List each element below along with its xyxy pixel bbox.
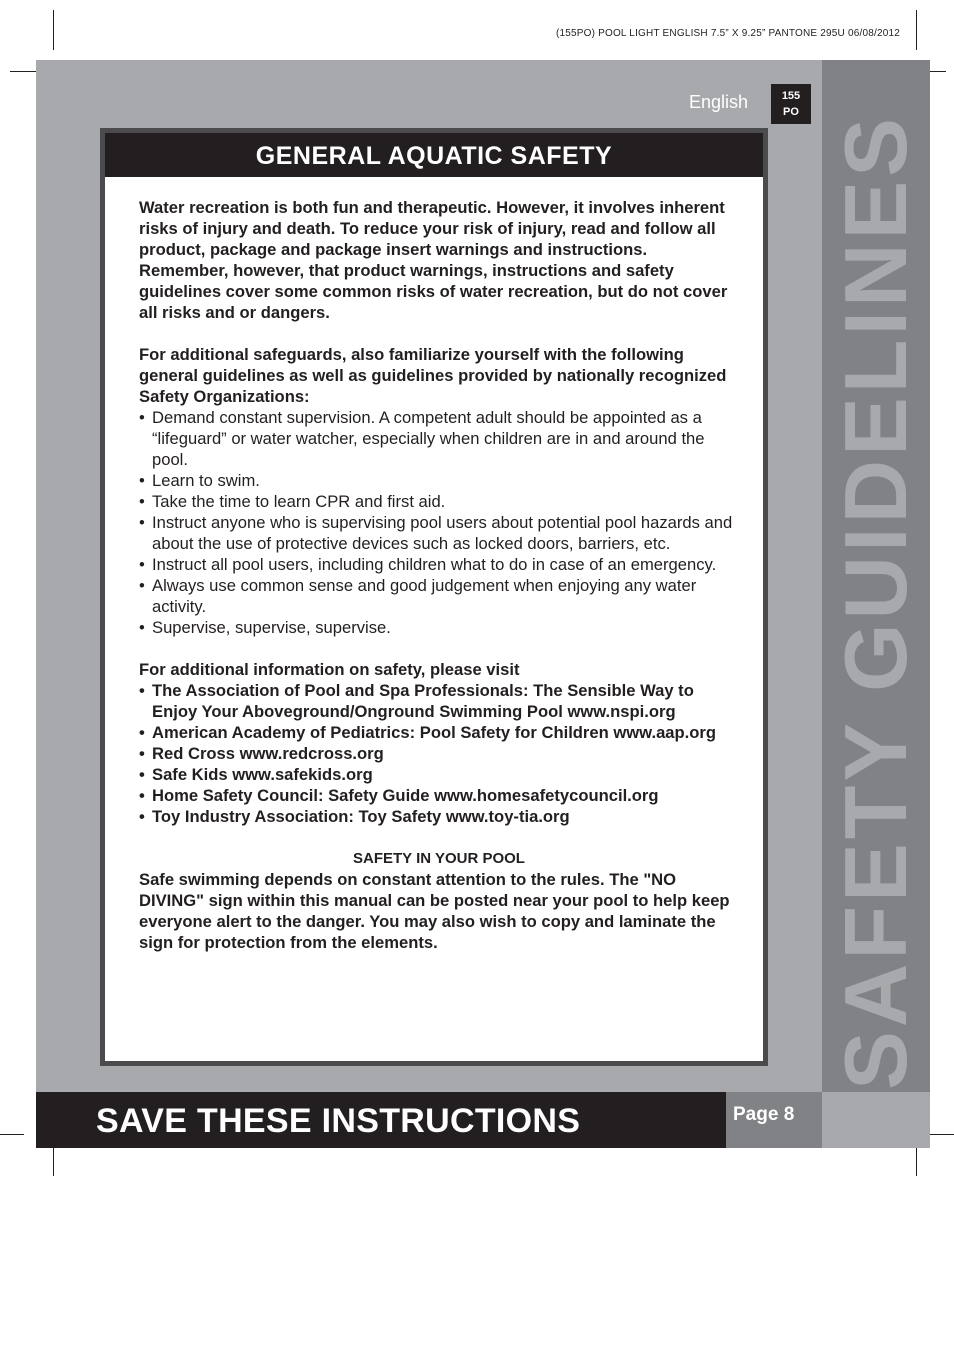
bullet-icon: • — [139, 723, 145, 742]
list-item: • Red Cross www.redcross.org — [139, 744, 384, 763]
list-item: • The Association of Pool and Spa Professionals: The Sensible Way to Enjoy Your Aboveground/Onground Swimming Pool www.nspi.org — [139, 681, 694, 721]
safeguards-heading: For additional safeguards, also familiarize yourself with the following general guidelines as well as guidelines provided by nationally recognized Safety Organizations: — [139, 345, 727, 406]
list-item: • Instruct all pool users, including children what to do in case of an emergency. — [139, 555, 717, 574]
print-info: (155PO) POOL LIGHT ENGLISH 7.5” X 9.25” PANTONE 295U 06/08/2012 — [555, 28, 900, 39]
resources-list — [139, 680, 739, 827]
page-number: Page 8 — [733, 1104, 795, 1125]
bullet-icon: • — [139, 765, 145, 784]
intro-paragraph: Water recreation is both fun and therapeutic. However, it involves inherent risks of injury and death. To reduce your risk of injury, read and follow all product, package and package insert warnings and instructions. Remember, however, that product warnings, instructions and safety guidelines cover some common risks of water recreation, but do not cover all risks and or dangers. — [139, 198, 728, 322]
bullet-icon: • — [139, 492, 145, 511]
bullet-icon: • — [139, 576, 145, 595]
info-heading: For additional information on safety, please visit — [139, 660, 520, 679]
panel-body — [139, 197, 739, 953]
crop-mark — [916, 10, 917, 50]
bullet-icon: • — [139, 786, 145, 805]
crop-mark — [53, 10, 54, 50]
crop-mark — [916, 1148, 917, 1176]
side-title: SAFETY GUIDELINES — [826, 114, 925, 1090]
list-item: • Safe Kids www.safekids.org — [139, 765, 373, 784]
crop-mark — [0, 1134, 24, 1135]
list-item: • Demand constant supervision. A competent adult should be appointed as a “lifeguard” or water watcher, especially when children are in and around the pool. — [139, 408, 705, 469]
model-code-line: 155 — [781, 90, 801, 102]
bullet-icon: • — [139, 471, 145, 490]
language-label: English — [689, 92, 749, 112]
bullet-icon: • — [139, 555, 145, 574]
list-item: • American Academy of Pediatrics: Pool Safety for Children www.aap.org — [139, 723, 717, 742]
bullet-icon: • — [139, 744, 145, 763]
list-item: • Home Safety Council: Safety Guide www.homesafetycouncil.org — [139, 786, 659, 805]
model-code-line: PO — [783, 106, 799, 118]
bullet-icon: • — [139, 807, 145, 826]
list-item: • Take the time to learn CPR and first aid. — [139, 492, 446, 511]
section-title: GENERAL AQUATIC SAFETY — [105, 133, 763, 177]
bullet-icon: • — [139, 408, 145, 427]
bullet-icon: • — [139, 513, 145, 532]
list-item: • Always use common sense and good judgement when enjoying any water activity. — [139, 576, 697, 616]
list-item: • Learn to swim. — [139, 471, 260, 490]
pool-paragraph: Safe swimming depends on constant attention to the rules. The "NO DIVING" sign within this manual can be posted near your pool to help keep everyone alert to the danger. You may also wish to copy and laminate the sign for protection from the elements. — [139, 870, 730, 952]
crop-mark — [53, 1148, 54, 1176]
bullet-icon: • — [139, 681, 145, 700]
list-item: • Supervise, supervise, supervise. — [139, 618, 391, 637]
list-item: • Toy Industry Association: Toy Safety www.toy-tia.org — [139, 807, 570, 826]
safety-panel-inner — [105, 133, 763, 1061]
pool-heading: SAFETY IN YOUR POOL — [353, 850, 525, 867]
safeguards-list — [139, 407, 739, 638]
footer-title: SAVE THESE INSTRUCTIONS — [96, 1102, 581, 1140]
safety-panel — [100, 128, 768, 1066]
list-item: • Instruct anyone who is supervising pool users about potential pool hazards and about the use of protective devices such as locked doors, barriers, etc. — [139, 513, 733, 553]
model-code-badge — [771, 84, 811, 124]
bullet-icon: • — [139, 618, 145, 637]
